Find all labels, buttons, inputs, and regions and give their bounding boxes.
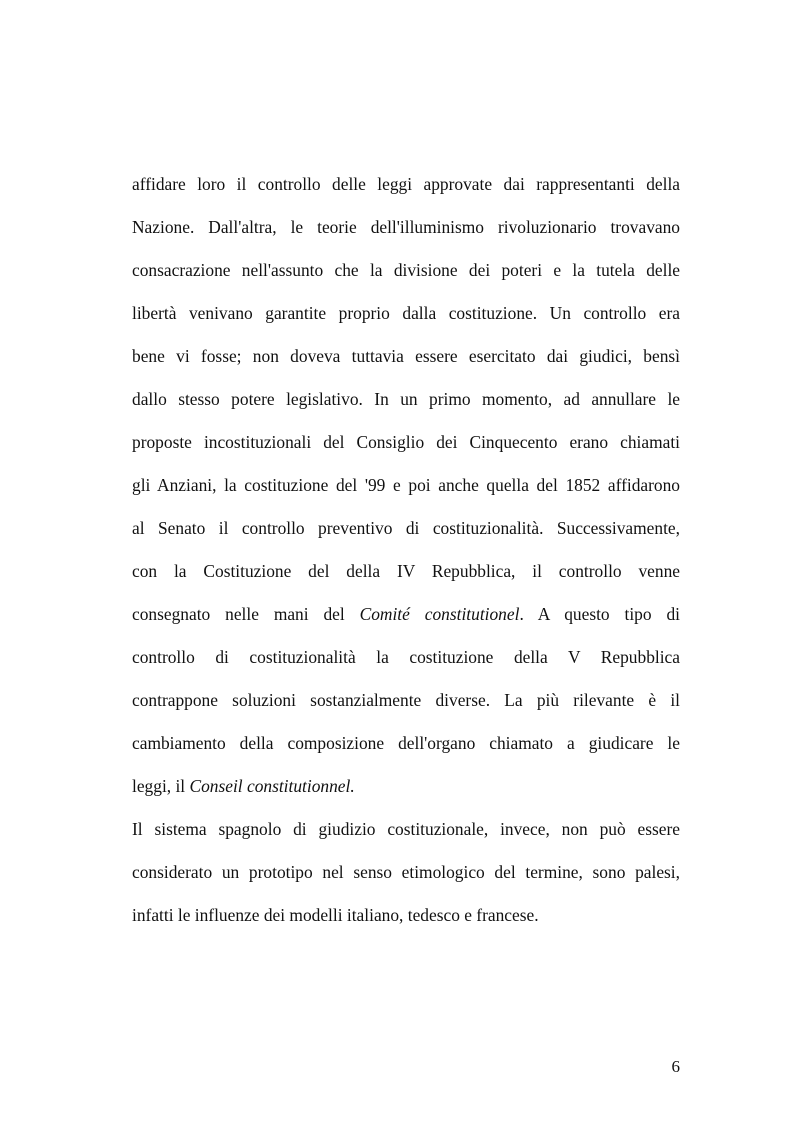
paragraph-2-line-1: Il sistema spagnolo di giudizio costituzionale, invece, non può essere	[132, 819, 680, 839]
paragraph-1-line-4: libertà venivano garantite proprio dalla costituzione. Un controllo era	[132, 303, 680, 323]
paragraph-2-line-3: infatti le influenze dei modelli italiano, tedesco e francese.	[132, 905, 539, 925]
paragraph-2-line-2: considerato un prototipo nel senso etimologico del termine, sono palesi,	[132, 862, 680, 882]
page-number: 6	[671, 1057, 680, 1076]
paragraph-1-line-7: proposte incostituzionali del Consiglio dei Cinquecento erano chiamati	[132, 432, 680, 452]
paragraph-1-line-12: controllo di costituzionalità la costituzione della V Repubblica	[132, 647, 680, 667]
line-11-text-after: . A questo tipo di	[519, 604, 680, 624]
paragraph-1-line-13: contrappone soluzioni sostanzialmente diverse. La più rilevante è il	[132, 690, 680, 710]
paragraph-1-line-1: affidare loro il controllo delle leggi approvate dai rappresentanti della	[132, 174, 680, 194]
paragraph-1-line-5: bene vi fosse; non doveva tuttavia essere esercitato dai giudici, bensì	[132, 346, 680, 366]
paragraph-1-line-6: dallo stesso potere legislativo. In un primo momento, ad annullare le	[132, 389, 680, 409]
paragraph-1-line-9: al Senato il controllo preventivo di costituzionalità. Successivamente,	[132, 518, 680, 538]
paragraph-1-line-8: gli Anziani, la costituzione del '99 e poi anche quella del 1852 affidarono	[132, 475, 680, 495]
paragraph-1-line-10: con la Costituzione del della IV Repubblica, il controllo venne	[132, 561, 680, 581]
paragraph-1-line-2: Nazione. Dall'altra, le teorie dell'illuminismo rivoluzionario trovavano	[132, 217, 680, 237]
line-11-text-before: consegnato nelle mani del	[132, 604, 360, 624]
paragraph-1-line-3: consacrazione nell'assunto che la divisione dei poteri e la tutela delle	[132, 260, 680, 280]
paragraph-1-line-11	[132, 603, 680, 625]
conseil-constitutionnel-term: Conseil constitutionnel.	[189, 776, 355, 796]
line-15-text-before: leggi, il	[132, 776, 190, 796]
paragraph-1-line-15	[132, 775, 680, 797]
comite-constitutionel-term: Comité constitutionel	[359, 604, 520, 624]
paragraph-1-line-14: cambiamento della composizione dell'organo chiamato a giudicare le	[132, 733, 680, 753]
